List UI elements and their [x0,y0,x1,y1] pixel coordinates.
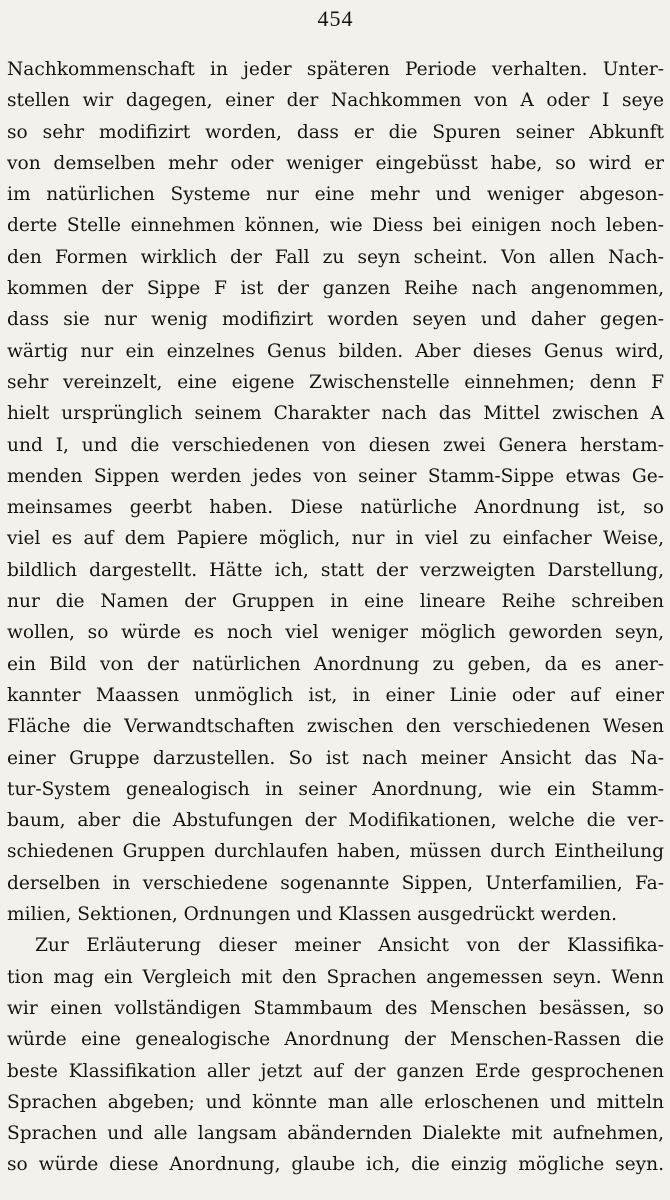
text-line: schiedenen Gruppen durchlaufen haben, müssen durch Eintheilung [7,841,664,863]
text-line: kannter Maassen unmöglich ist, in einer Linie oder auf einer [7,684,664,706]
text-line: Zur Erläuterung dieser meiner Ansicht von der Klassifika- [35,935,664,957]
text-line: Fläche die Verwandtschaften zwischen den verschiedenen Wesen [7,716,664,738]
text-line: Sprachen und alle langsam abändernden Dialekte mit aufnehmen, [7,1123,664,1145]
text-line: Sprachen abgeben; und könnte man alle erloschenen und mitteln [7,1091,664,1113]
text-line: menden Sippen werden jedes von seiner Stamm-Sippe etwas Ge- [7,465,664,487]
text-line: wärtig nur ein einzelnes Genus bilden. Aber dieses Genus wird, [7,340,664,362]
text-line: würde eine genealogische Anordnung der Menschen-Rassen die [7,1029,664,1051]
text-line: viel es auf dem Papiere möglich, nur in viel zu einfacher Weise, [7,528,664,550]
text-line: milien, Sektionen, Ordnungen und Klassen ausgedrückt werden. [7,904,618,926]
text-line: stellen wir dagegen, einer der Nachkommen von A oder I seye [7,90,664,112]
text-line: derselben in verschiedene sogenannte Sippen, Unterfamilien, Fa- [7,872,664,894]
text-line: so würde diese Anordnung, glaube ich, die einzig mögliche seyn. [7,1154,664,1176]
text-line: wir einen vollständigen Stammbaum des Menschen besässen, so [7,997,664,1019]
text-line: kommen der Sippe F ist der ganzen Reihe nach angenommen, [7,278,664,300]
text-line: baum, aber die Abstufungen der Modifikationen, welche die ver- [7,810,664,832]
text-line: wollen, so würde es noch viel weniger möglich geworden seyn, [7,622,664,644]
text-line: hielt ursprünglich seinem Charakter nach das Mittel zwischen A [7,403,664,425]
text-line: tur-System genealogisch in seiner Anordnung, wie ein Stamm- [7,778,664,800]
text-line: den Formen wirklich der Fall zu seyn scheint. Von allen Nach- [7,246,664,268]
text-line: so sehr modifizirt worden, dass er die Spuren seiner Abkunft [7,121,664,143]
text-line: sehr vereinzelt, eine eigene Zwischenstelle einnehmen; denn F [7,371,664,393]
text-line: Nachkommenschaft in jeder späteren Periode verhalten. Unter- [7,59,664,80]
text-line: bildlich dargestellt. Hätte ich, statt der verzweigten Darstellung, [7,559,664,581]
page-number: 454 [317,6,354,31]
text-line: einer Gruppe darzustellen. So ist nach meiner Ansicht das Na- [7,747,664,769]
text-line: derte Stelle einnehmen können, wie Diess bei einigen noch leben- [7,215,664,237]
text-line: und I, und die verschiedenen von diesen zwei Genera herstam- [7,434,664,456]
text-line: ein Bild von der natürlichen Anordnung zu geben, da es aner- [7,653,664,675]
text-line: dass sie nur wenig modifizirt worden seyen und daher gegen- [7,309,664,331]
text-line: im natürlichen Systeme nur eine mehr und weniger abgeson- [7,184,664,206]
text-line: nur die Namen der Gruppen in eine lineare Reihe schreiben [7,591,664,613]
body-text [7,54,664,1181]
text-line: meinsames geerbt haben. Diese natürliche Anordnung ist, so [7,497,664,519]
text-line: tion mag ein Vergleich mit den Sprachen angemessen seyn. Wenn [7,966,664,988]
text-line: beste Klassifikation aller jetzt auf der ganzen Erde gesprochenen [7,1060,664,1082]
text-line: von demselben mehr oder weniger eingebüsst habe, so wird er [7,152,664,174]
